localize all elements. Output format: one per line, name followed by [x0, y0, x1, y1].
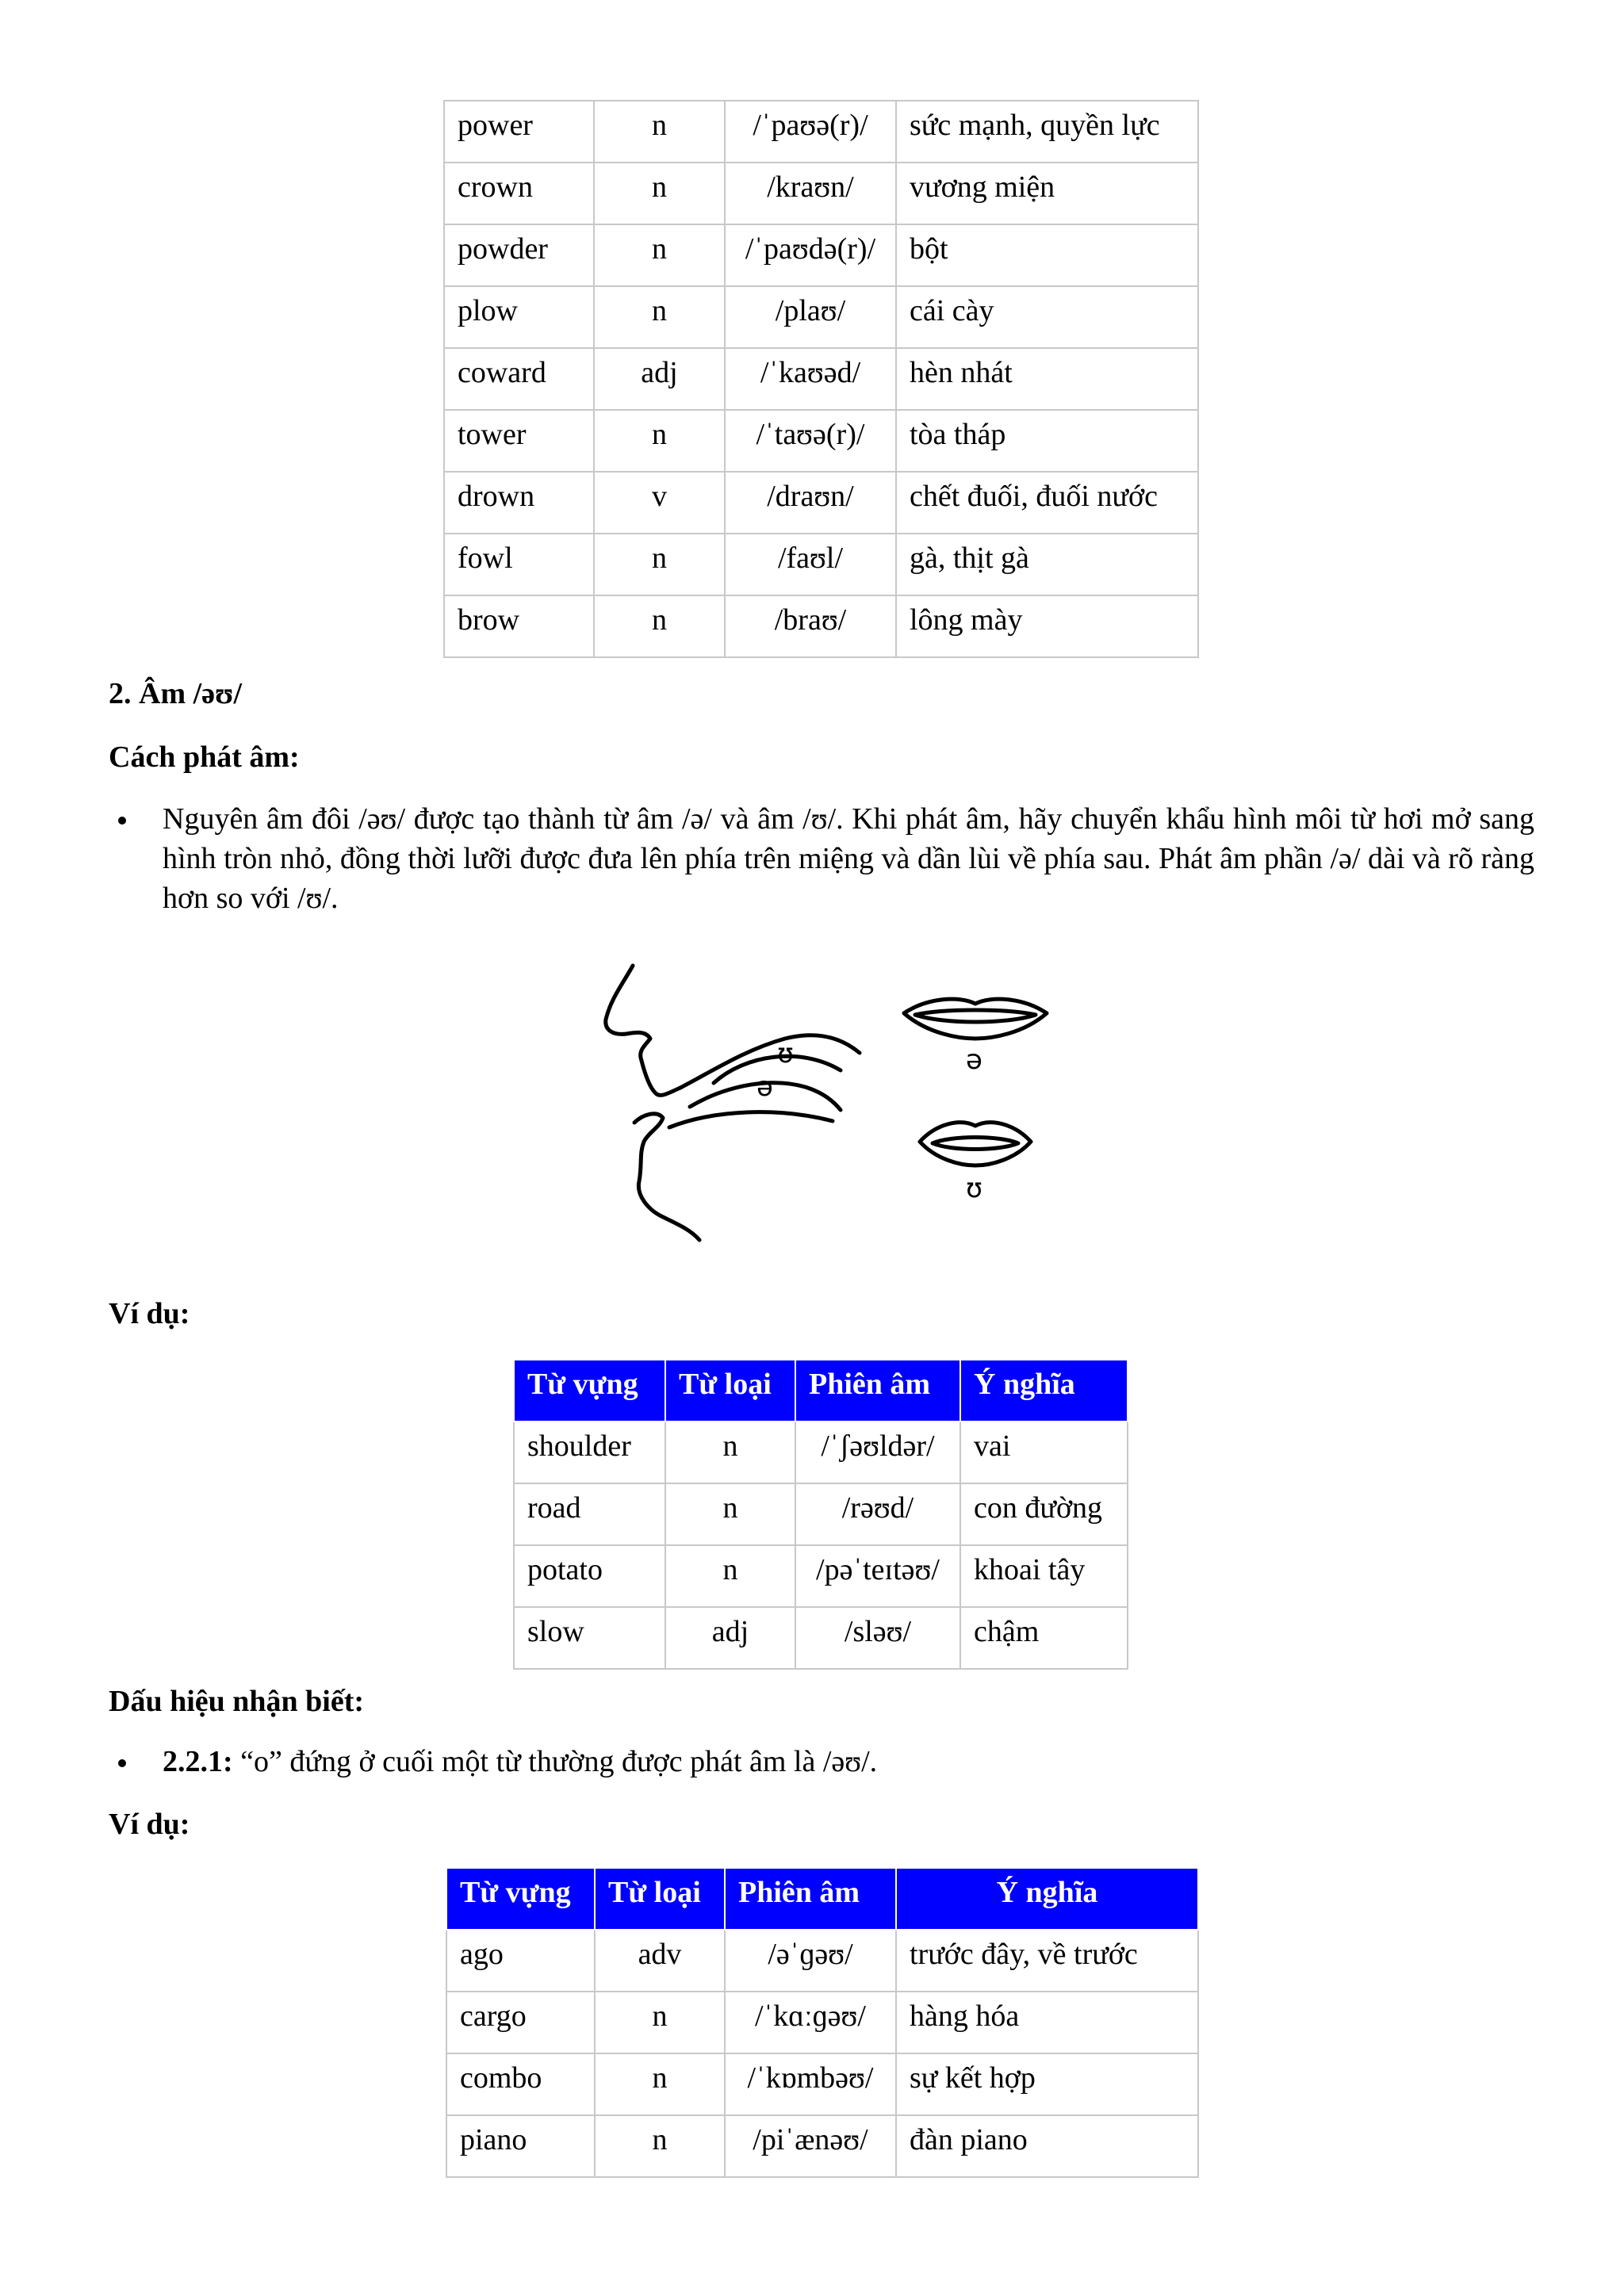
cell-word: brow [444, 595, 594, 657]
cell-word: combo [446, 2053, 595, 2115]
cell-pos: adv [595, 1930, 725, 1992]
header-word: Từ vựng [446, 1868, 595, 1930]
cell-word: powder [444, 224, 594, 286]
table-row [514, 1483, 1128, 1545]
cell-ipa: /ˈkɒmbəʊ/ [725, 2053, 896, 2115]
how-to-pronounce-label: Cách phát âm: [109, 740, 300, 774]
cell-ipa: /sləʊ/ [795, 1607, 960, 1669]
table-row [444, 472, 1198, 534]
cell-pos: n [594, 101, 725, 163]
header-meaning: Ý nghĩa [896, 1868, 1198, 1930]
cell-pos: n [594, 286, 725, 348]
diagram-label-u: ʊ [777, 1038, 795, 1070]
cell-pos: n [594, 410, 725, 472]
cell-meaning: hàng hóa [896, 1992, 1198, 2053]
cell-meaning: cái cày [896, 286, 1198, 348]
mouth-diagram-image [587, 951, 1063, 1261]
cell-meaning: hèn nhát [896, 348, 1198, 410]
cell-word: ago [446, 1930, 595, 1992]
cell-word: slow [514, 1607, 665, 1669]
cell-ipa: /kraʊn/ [725, 163, 896, 224]
cell-pos: n [595, 1992, 725, 2053]
table-row [444, 595, 1198, 657]
cell-pos: n [665, 1545, 795, 1607]
cell-ipa: /faʊl/ [725, 534, 896, 595]
table-row [444, 534, 1198, 595]
cell-word: piano [446, 2115, 595, 2177]
cell-ipa: /ˈpaʊə(r)/ [725, 101, 896, 163]
cell-meaning: trước đây, về trước [896, 1930, 1198, 1992]
header-ipa: Phiên âm [795, 1360, 960, 1422]
table-diphthong-au [443, 100, 1199, 658]
example-label-2: Ví dụ: [109, 1808, 190, 1841]
cell-word: crown [444, 163, 594, 224]
table-header [446, 1868, 1198, 1930]
header-meaning: Ý nghĩa [960, 1360, 1128, 1422]
face-profile [606, 966, 680, 1095]
cell-word: coward [444, 348, 594, 410]
cell-word: tower [444, 410, 594, 472]
table-row [444, 348, 1198, 410]
table-body [446, 1930, 1198, 2177]
cell-meaning: vương miện [896, 163, 1198, 224]
cell-pos: adj [665, 1607, 795, 1669]
table-header [514, 1360, 1128, 1422]
table-examples-o-final [446, 1867, 1199, 2178]
table-row [444, 286, 1198, 348]
pronunciation-description: Nguyên âm đôi /əʊ/ được tạo thành từ âm /ə/ và âm /ʊ/. Khi phát âm, hãy chuyển khẩu hình môi từ hơi mở sang hình tròn nhỏ, đồng thời lưỡi được đưa lên phía trên miệng và dần lùi về phía sau. Phát âm phần /ə/ dài và rõ ràng hơn so với /ʊ/. [163, 799, 1534, 918]
table-row [446, 1930, 1198, 1992]
rule-text: “o” đứng ở cuối một từ thường được phát âm là /əʊ/. [232, 1745, 878, 1778]
rule-number: 2.2.1: [163, 1745, 233, 1778]
table-row [446, 2115, 1198, 2177]
rule-item [163, 1742, 1534, 1781]
table-row [446, 2053, 1198, 2115]
table-row [514, 1607, 1128, 1669]
cell-pos: n [594, 163, 725, 224]
cell-word: road [514, 1483, 665, 1545]
cell-ipa: /ˈkaʊəd/ [725, 348, 896, 410]
pronunciation-list [163, 799, 1534, 918]
header-word: Từ vựng [514, 1360, 665, 1422]
cell-ipa: /braʊ/ [725, 595, 896, 657]
cell-meaning: khoai tây [960, 1545, 1128, 1607]
cell-pos: n [594, 595, 725, 657]
cell-meaning: sự kết hợp [896, 2053, 1198, 2115]
table-examples-ou [513, 1359, 1128, 1670]
header-ipa: Phiên âm [725, 1868, 896, 1930]
cell-meaning: lông mày [896, 595, 1198, 657]
cell-word: power [444, 101, 594, 163]
cell-ipa: /plaʊ/ [725, 286, 896, 348]
table-row [444, 101, 1198, 163]
header-pos: Từ loại [665, 1360, 795, 1422]
table-row [514, 1545, 1128, 1607]
lips-label-u: ʊ [966, 1173, 983, 1204]
section-heading: 2. Âm /əʊ/ [109, 677, 243, 710]
lips-label-schwa: ə [966, 1044, 982, 1076]
cell-pos: n [665, 1422, 795, 1483]
signs-heading: Dấu hiệu nhận biết: [109, 1685, 365, 1718]
cell-pos: n [595, 2053, 725, 2115]
cell-meaning: bột [896, 224, 1198, 286]
table-row [446, 1992, 1198, 2053]
cell-pos: n [665, 1483, 795, 1545]
table-row [444, 410, 1198, 472]
cell-pos: v [594, 472, 725, 534]
cell-meaning: đàn piano [896, 2115, 1198, 2177]
signs-list [163, 1742, 1534, 1781]
cell-meaning: chậm [960, 1607, 1128, 1669]
cell-ipa: /əˈɡəʊ/ [725, 1930, 896, 1992]
chin-profile [634, 1114, 699, 1240]
cell-word: shoulder [514, 1422, 665, 1483]
cell-ipa: /pəˈteɪtəʊ/ [795, 1545, 960, 1607]
table-row [444, 163, 1198, 224]
cell-meaning: tòa tháp [896, 410, 1198, 472]
table-row [444, 224, 1198, 286]
cell-meaning: con đường [960, 1483, 1128, 1545]
cell-meaning: chết đuối, đuối nước [896, 472, 1198, 534]
cell-word: drown [444, 472, 594, 534]
cell-word: potato [514, 1545, 665, 1607]
lips-open-inner [915, 1010, 1036, 1022]
cell-word: plow [444, 286, 594, 348]
cell-pos: n [594, 534, 725, 595]
cell-ipa: /piˈænəʊ/ [725, 2115, 896, 2177]
cell-ipa: /ˈkɑːɡəʊ/ [725, 1992, 896, 2053]
table-body [444, 101, 1198, 657]
cell-ipa: /ˈpaʊdə(r)/ [725, 224, 896, 286]
cell-meaning: vai [960, 1422, 1128, 1483]
lips-round-inner [933, 1138, 1018, 1150]
cell-word: cargo [446, 1992, 595, 2053]
diagram-label-schwa: ə [756, 1071, 773, 1103]
table-body [514, 1422, 1128, 1669]
cell-ipa: /rəʊd/ [795, 1483, 960, 1545]
cell-pos: n [595, 2115, 725, 2177]
cell-ipa: /ˈʃəʊldər/ [795, 1422, 960, 1483]
lower-jaw-line [669, 1112, 833, 1127]
cell-meaning: sức mạnh, quyền lực [896, 101, 1198, 163]
cell-meaning: gà, thịt gà [896, 534, 1198, 595]
cell-pos: n [594, 224, 725, 286]
table-row [514, 1422, 1128, 1483]
cell-ipa: /draʊn/ [725, 472, 896, 534]
cell-pos: adj [594, 348, 725, 410]
cell-word: fowl [444, 534, 594, 595]
header-pos: Từ loại [595, 1868, 725, 1930]
cell-ipa: /ˈtaʊə(r)/ [725, 410, 896, 472]
example-label: Ví dụ: [109, 1297, 190, 1330]
